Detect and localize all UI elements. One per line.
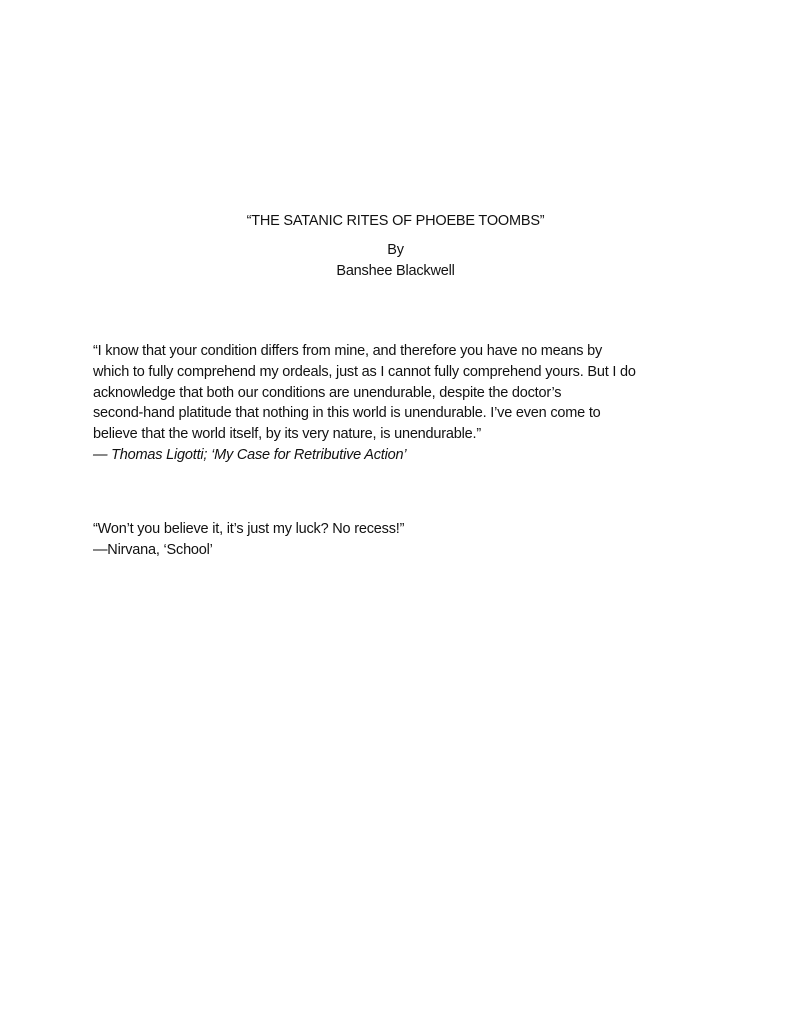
epigraph-ligotti <box>93 341 705 466</box>
byline-label: By <box>387 242 404 258</box>
title-block <box>0 211 791 281</box>
epigraph-line: “Won’t you believe it, it’s just my luck? No recess!” <box>93 521 405 537</box>
epigraph-line: acknowledge that both our conditions are unendurable, despite the doctor’s <box>93 384 562 401</box>
epigraph-attribution: — Thomas Ligotti; ‘My Case for Retributive Action’ <box>93 446 407 463</box>
author-name: Banshee Blackwell <box>336 263 455 279</box>
epigraph-line: second-hand platitude that nothing in this world is unendurable. I’ve even come to <box>93 405 601 422</box>
document-title: “THE SATANIC RITES OF PHOEBE TOOMBS” <box>246 213 545 229</box>
epigraph-nirvana <box>93 519 705 561</box>
epigraph-line: which to fully comprehend my ordeals, just as I cannot fully comprehend yours. But I do <box>93 363 636 380</box>
epigraph-attribution: —Nirvana, ‘School’ <box>93 541 213 558</box>
epigraph-line: “I know that your condition differs from mine, and therefore you have no means by <box>93 343 603 359</box>
epigraph-line: believe that the world itself, by its very nature, is unendurable.” <box>93 426 481 443</box>
